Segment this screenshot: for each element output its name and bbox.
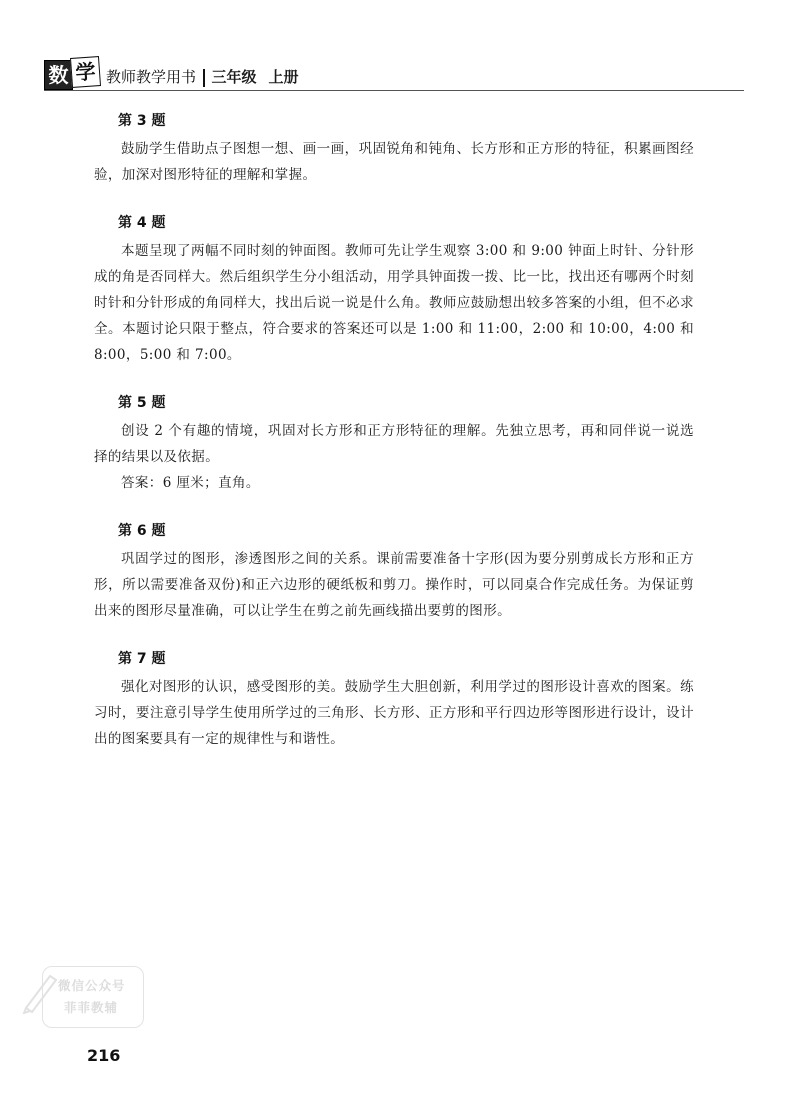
page-number: 216 (87, 1046, 121, 1065)
watermark-line-1: 微信公众号 (58, 978, 126, 993)
section-paragraph: 创设 2 个有趣的情境，巩固对长方形和正方形特征的理解。先独立思考，再和同伴说一说选择的结果以及依据。 (94, 423, 694, 465)
book-title: 教师教学用书 (106, 68, 197, 86)
subject-logo (44, 60, 100, 90)
grade-label: 三年级 (211, 68, 257, 86)
section-heading: 第 5 题 (118, 395, 166, 411)
pen-icon (20, 970, 60, 1014)
logo-char-2: 学 (70, 56, 101, 88)
section-paragraph: 强化对图形的认识，感受图形的美。鼓励学生大胆创新，利用学过的图形设计喜欢的图案。练习时，要注意引导学生使用所学过的三角形、长方形、正方形和平行四边形等图形进行设计，设计出的图案要具有一定的规律性与和谐性。 (94, 679, 694, 747)
section-heading: 第 4 题 (118, 215, 166, 231)
section-heading: 第 3 题 (118, 113, 166, 129)
page-content (94, 110, 694, 776)
section-paragraph: 本题呈现了两幅不同时刻的钟面图。教师可先让学生观察 3:00 和 9:00 钟面上时针、分针形成的角是否同样大。然后组织学生分小组活动，用学具钟面拨一拨、比一比，找出还有哪两个时刻时针和分针形成的角同样大，找出后说一说是什么角。教师应鼓励想出较多答案的小组，但不必求全。本题讨论只限于整点，符合要求的答案还可以是 1:00 和 11:00，2:00 和 10:00，4:00 和 8:00，5:00 和 7:00。 (94, 243, 694, 363)
volume-label: 上册 (268, 68, 299, 86)
watermark (20, 966, 140, 1030)
section-q4 (94, 212, 694, 368)
logo-char-1: 数 (44, 60, 73, 90)
section-q3 (94, 110, 694, 188)
watermark-line-2: 菲菲教辅 (64, 1000, 119, 1015)
page-header (44, 54, 299, 90)
section-heading: 第 6 题 (118, 523, 166, 539)
header-rule (44, 90, 744, 91)
section-paragraph: 巩固学过的图形，渗透图形之间的关系。课前需要准备十字形(因为要分别剪成长方形和正方形，所以需要准备双份)和正六边形的硬纸板和剪刀。操作时，可以同桌合作完成任务。为保证剪出来的图形尽量准确，可以让学生在剪之前先画线描出要剪的图形。 (94, 551, 694, 619)
section-paragraph: 鼓励学生借助点子图想一想、画一画，巩固锐角和钝角、长方形和正方形的特征，积累画图经验，加深对图形特征的理解和掌握。 (94, 141, 694, 183)
section-q6 (94, 520, 694, 624)
section-heading: 第 7 题 (118, 651, 166, 667)
section-q5 (94, 392, 694, 496)
answer-paragraph: 答案：6 厘米；直角。 (121, 475, 260, 491)
header-separator (203, 69, 205, 87)
section-q7 (94, 648, 694, 752)
